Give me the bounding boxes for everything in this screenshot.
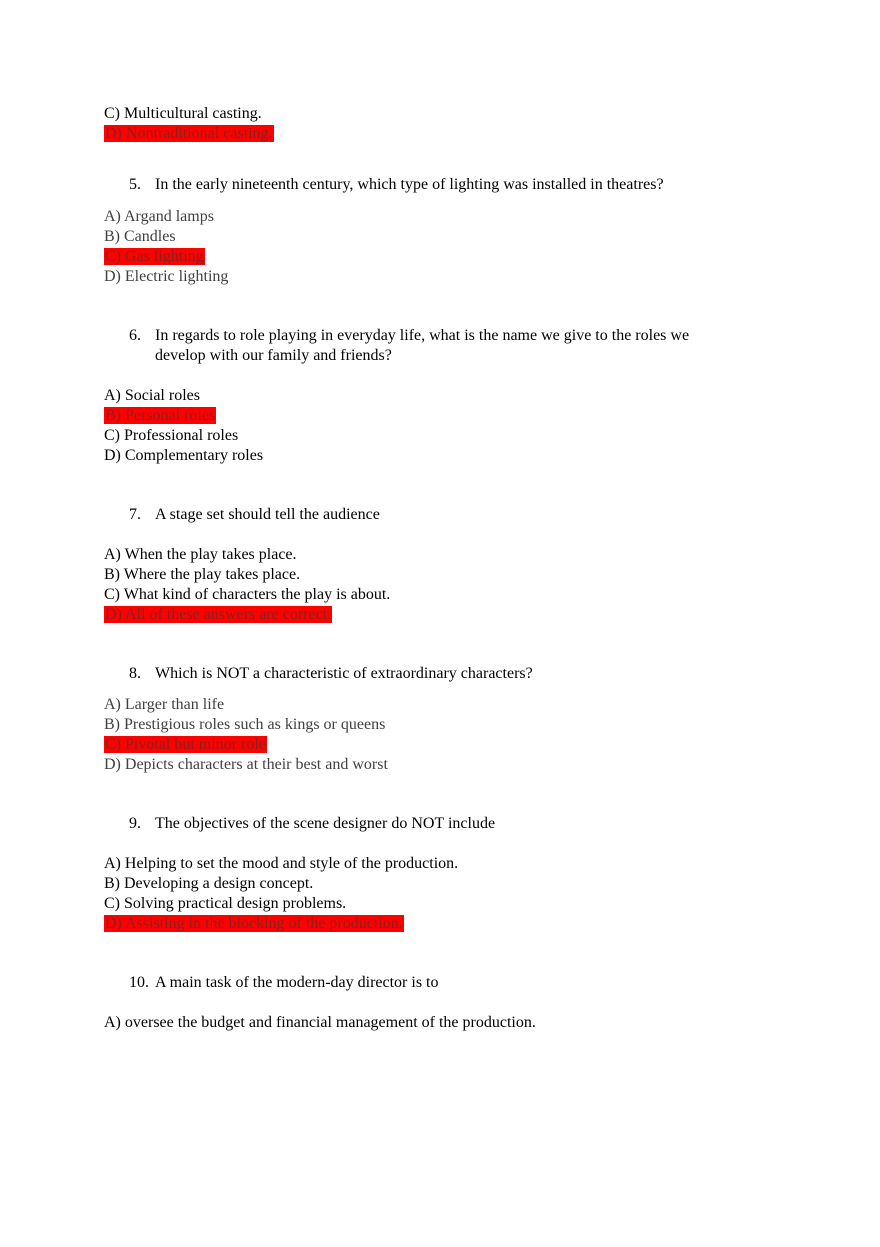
question-number: 5. xyxy=(129,176,141,193)
option-line-highlighted xyxy=(104,735,267,755)
answer-highlight: C) Pivotal but minor role xyxy=(105,736,266,753)
option-line xyxy=(104,227,176,247)
answer-highlight: D) All of these answers are correct. xyxy=(105,606,332,623)
option-text: B) Prestigious roles such as kings or queens xyxy=(104,716,386,733)
question-text: A stage set should tell the audience xyxy=(155,506,380,523)
question-number: 9. xyxy=(129,815,141,832)
option-line xyxy=(104,894,346,914)
option-line xyxy=(104,715,385,735)
option-line-highlighted xyxy=(104,605,332,625)
option-text: B) Candles xyxy=(104,228,176,245)
answer-highlight: D) Nontraditional casting. xyxy=(105,125,273,142)
question-text: A main task of the modern-day director is to xyxy=(155,974,439,991)
answer-highlight: B) Personal roles xyxy=(105,407,216,424)
option-text: D) Depicts characters at their best and worst xyxy=(104,756,388,773)
question-5 xyxy=(129,175,664,195)
question-number: 10. xyxy=(129,974,149,991)
question-number: 6. xyxy=(129,327,141,344)
question-8 xyxy=(129,664,533,684)
option-line xyxy=(104,755,388,775)
answer-highlight: D) Assisting in the blocking of the production. xyxy=(105,915,403,932)
option-line xyxy=(104,207,214,227)
option-text: B) Where the play takes place. xyxy=(104,566,301,583)
option-text: D) Complementary roles xyxy=(104,447,264,464)
option-line-highlighted xyxy=(104,124,274,144)
option-text: D) Electric lighting xyxy=(104,268,229,285)
option-text: C) Multicultural casting. xyxy=(104,105,262,122)
option-text: B) Developing a design concept. xyxy=(104,875,314,892)
option-line xyxy=(104,426,238,446)
option-line xyxy=(104,446,263,466)
option-line xyxy=(104,874,313,894)
option-line xyxy=(104,565,300,585)
option-line-highlighted xyxy=(104,247,205,267)
question-number: 7. xyxy=(129,506,141,523)
question-text: In regards to role playing in everyday life, what is the name we give to the roles we xyxy=(155,327,690,344)
question-7 xyxy=(129,505,380,525)
option-text: C) Solving practical design problems. xyxy=(104,895,347,912)
option-text: A) When the play takes place. xyxy=(104,546,297,563)
option-line xyxy=(104,695,224,715)
option-line xyxy=(104,104,262,124)
option-text: C) What kind of characters the play is about. xyxy=(104,586,391,603)
question-text-continued: develop with our family and friends? xyxy=(155,347,392,364)
option-text: A) oversee the budget and financial management of the production. xyxy=(104,1014,536,1031)
option-line-highlighted xyxy=(104,406,216,426)
question-10 xyxy=(129,973,438,993)
option-line xyxy=(104,386,200,406)
option-text: C) Professional roles xyxy=(104,427,239,444)
question-6-continuation xyxy=(155,346,392,366)
option-text: A) Argand lamps xyxy=(104,208,214,225)
option-text: A) Helping to set the mood and style of the production. xyxy=(104,855,459,872)
question-text: In the early nineteenth century, which type of lighting was installed in theatres? xyxy=(155,176,664,193)
option-text: A) Social roles xyxy=(104,387,200,404)
option-line xyxy=(104,545,297,565)
question-9 xyxy=(129,814,495,834)
option-line-highlighted xyxy=(104,914,404,934)
option-line xyxy=(104,854,458,874)
question-6 xyxy=(129,326,689,346)
question-text: The objectives of the scene designer do NOT include xyxy=(155,815,496,832)
option-line xyxy=(104,267,228,287)
option-line xyxy=(104,585,390,605)
question-text: Which is NOT a characteristic of extraordinary characters? xyxy=(155,665,533,682)
question-number: 8. xyxy=(129,665,141,682)
option-text: A) Larger than life xyxy=(104,696,225,713)
option-line xyxy=(104,1013,536,1033)
answer-highlight: C) Gas lighting xyxy=(105,248,204,265)
